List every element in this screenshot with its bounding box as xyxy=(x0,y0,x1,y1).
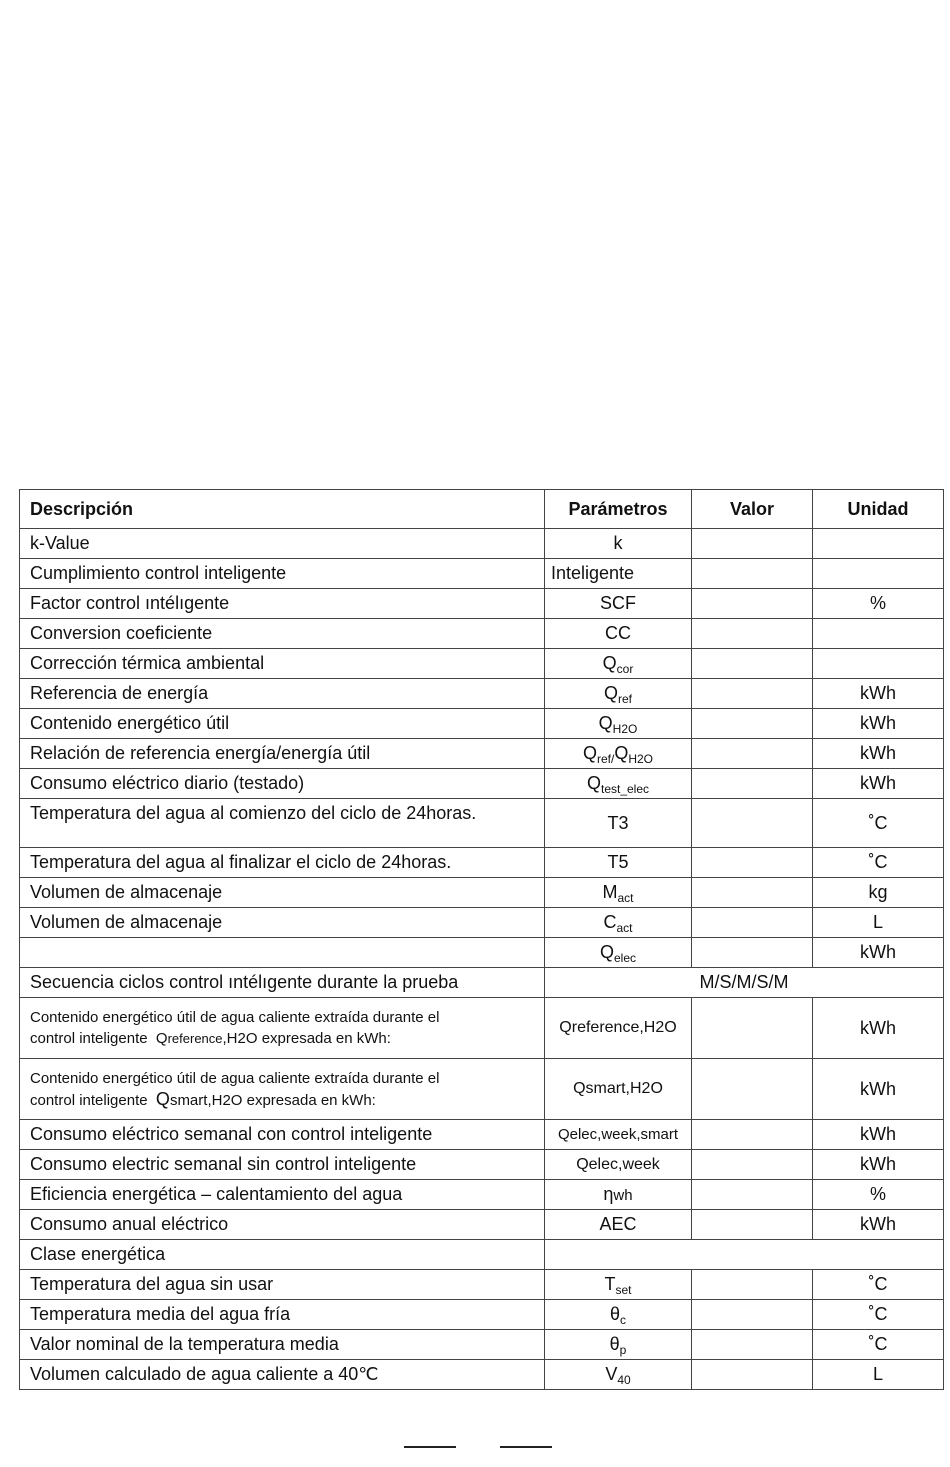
row-description: Volumen calculado de agua caliente a 40℃ xyxy=(20,1360,545,1390)
row-description: Consumo eléctrico semanal con control inteligente xyxy=(20,1120,545,1150)
row-description: Temperatura del agua al finalizar el ciclo de 24horas. xyxy=(20,848,545,878)
row-unit: kWh xyxy=(813,769,944,799)
param-symbol: θ xyxy=(609,1334,620,1354)
row-unit xyxy=(813,559,944,589)
footer-line-right xyxy=(500,1446,552,1448)
row-parameter: Qelec,week,smart xyxy=(545,1120,692,1150)
row-description: Corrección térmica ambiental xyxy=(20,649,545,679)
row-value-cell xyxy=(692,1270,813,1300)
row-description: Temperatura del agua al comienzo del ciclo de 24horas. xyxy=(20,799,545,848)
row-description: Clase energética xyxy=(20,1240,545,1270)
row-value-cell xyxy=(692,649,813,679)
row-parameter: Qreference,H2O xyxy=(545,998,692,1059)
param-subscript: elec xyxy=(614,951,637,965)
row-description xyxy=(20,938,545,968)
row-merged-empty xyxy=(545,1240,944,1270)
table-row xyxy=(20,769,944,799)
param-subscript: ref xyxy=(618,692,633,706)
table-row xyxy=(20,1240,944,1270)
row-description: Cumplimiento control inteligente xyxy=(20,559,545,589)
desc-symbol-sub: smart xyxy=(169,1091,208,1109)
row-parameter xyxy=(545,709,692,739)
row-parameter: k xyxy=(545,529,692,559)
param-subscript: H2O xyxy=(612,722,638,736)
row-value-cell xyxy=(692,1120,813,1150)
header-descripcion: Descripción xyxy=(20,490,545,529)
param-symbol: Q xyxy=(598,713,613,733)
row-parameter xyxy=(545,878,692,908)
row-description: Conversion coeficiente xyxy=(20,619,545,649)
param-symbol: M xyxy=(602,882,618,902)
row-description xyxy=(20,998,545,1059)
table-row xyxy=(20,878,944,908)
header-valor: Valor xyxy=(692,490,813,529)
row-unit: kg xyxy=(813,878,944,908)
desc-line-1: Contenido energético útil de agua caliente extraída durante el xyxy=(30,1009,440,1026)
param-symbol: Q xyxy=(602,653,617,673)
row-unit: kWh xyxy=(813,709,944,739)
row-description: Contenido energético útil xyxy=(20,709,545,739)
row-unit xyxy=(813,529,944,559)
table-row xyxy=(20,908,944,938)
row-description: Volumen de almacenaje xyxy=(20,908,545,938)
param-subscript: set xyxy=(615,1283,632,1297)
desc-line-2: control inteligente xyxy=(30,1091,148,1109)
param-subscript: 40 xyxy=(617,1373,631,1387)
row-value-cell xyxy=(692,589,813,619)
row-unit: L xyxy=(813,1360,944,1390)
table-row xyxy=(20,739,944,769)
row-value-cell xyxy=(692,1330,813,1360)
row-unit: kWh xyxy=(813,938,944,968)
row-description: k-Value xyxy=(20,529,545,559)
row-parameter xyxy=(545,1180,692,1210)
row-parameter xyxy=(545,649,692,679)
row-value-cell xyxy=(692,769,813,799)
row-description: Valor nominal de la temperatura media xyxy=(20,1330,545,1360)
row-value-cell xyxy=(692,998,813,1059)
row-value-cell xyxy=(692,709,813,739)
row-value-cell xyxy=(692,848,813,878)
row-value-cell xyxy=(692,799,813,848)
table-row xyxy=(20,649,944,679)
row-unit: ˚C xyxy=(813,1330,944,1360)
row-parameter: T5 xyxy=(545,848,692,878)
row-parameter xyxy=(545,1330,692,1360)
row-description: Eficiencia energética – calentamiento del agua xyxy=(20,1180,545,1210)
param-subscript: test_elec xyxy=(600,782,650,796)
header-unidad: Unidad xyxy=(813,490,944,529)
row-parameter xyxy=(545,769,692,799)
row-unit: L xyxy=(813,908,944,938)
row-parameter: Qelec,week xyxy=(545,1150,692,1180)
row-parameter: AEC xyxy=(545,1210,692,1240)
table-row xyxy=(20,1270,944,1300)
row-unit: kWh xyxy=(813,1120,944,1150)
param-subscript: wh xyxy=(613,1187,633,1204)
param-symbol: Q xyxy=(582,743,597,763)
table-row xyxy=(20,1059,944,1120)
row-description: Temperatura del agua sin usar xyxy=(20,1270,545,1300)
row-value-cell xyxy=(692,1180,813,1210)
row-parameter xyxy=(545,908,692,938)
param-subscript: act xyxy=(616,921,633,935)
desc-line-2-end: ,H2O expresada en kWh: xyxy=(222,1030,391,1047)
row-description: Factor control ıntélıgente xyxy=(20,589,545,619)
footer-line-left xyxy=(404,1446,456,1448)
table-row xyxy=(20,799,944,848)
row-parameter xyxy=(545,938,692,968)
row-description: Consumo electric semanal sin control inteligente xyxy=(20,1150,545,1180)
row-value-cell xyxy=(692,938,813,968)
row-parameter: Inteligente xyxy=(545,559,692,589)
table-row xyxy=(20,1150,944,1180)
table-row xyxy=(20,709,944,739)
table-row xyxy=(20,589,944,619)
table-row xyxy=(20,968,944,998)
table-header-row xyxy=(20,490,944,529)
row-value-cell xyxy=(692,1360,813,1390)
param-symbol: Q xyxy=(603,683,618,703)
table-row xyxy=(20,1300,944,1330)
param-subscript: c xyxy=(620,1313,626,1327)
row-unit: kWh xyxy=(813,998,944,1059)
param-subscript: p xyxy=(619,1343,627,1357)
row-description: Consumo anual eléctrico xyxy=(20,1210,545,1240)
row-parameter: SCF xyxy=(545,589,692,619)
table-row xyxy=(20,679,944,709)
desc-symbol: Q xyxy=(155,1088,170,1109)
table-row xyxy=(20,559,944,589)
table-row xyxy=(20,1180,944,1210)
row-value-cell xyxy=(692,1059,813,1120)
specification-table xyxy=(19,489,944,1390)
param-symbol: θ xyxy=(609,1304,620,1324)
row-unit: % xyxy=(813,589,944,619)
row-value-cell xyxy=(692,878,813,908)
param-subscript: ref/ xyxy=(596,752,615,766)
param-symbol: T xyxy=(604,1274,616,1294)
row-parameter xyxy=(545,1360,692,1390)
desc-line-2: control inteligente xyxy=(30,1030,148,1047)
row-value-cell xyxy=(692,619,813,649)
row-description: Consumo eléctrico diario (testado) xyxy=(20,769,545,799)
row-unit: ˚C xyxy=(813,1270,944,1300)
table-row xyxy=(20,938,944,968)
table-row xyxy=(20,619,944,649)
row-description: Volumen de almacenaje xyxy=(20,878,545,908)
row-value-cell xyxy=(692,529,813,559)
row-description: Relación de referencia energía/energía útil xyxy=(20,739,545,769)
row-description: Referencia de energía xyxy=(20,679,545,709)
row-parameter: CC xyxy=(545,619,692,649)
row-unit: % xyxy=(813,1180,944,1210)
row-parameter xyxy=(545,739,692,769)
desc-line-1: Contenido energético útil de agua caliente extraída durante el xyxy=(30,1069,440,1087)
row-value-cell xyxy=(692,679,813,709)
row-parameter xyxy=(545,1300,692,1330)
row-value-cell xyxy=(692,908,813,938)
table-row xyxy=(20,1120,944,1150)
row-description: Temperatura media del agua fría xyxy=(20,1300,545,1330)
param-subscript: act xyxy=(617,891,634,905)
row-description xyxy=(20,1059,545,1120)
row-value-cell xyxy=(692,1300,813,1330)
row-value-cell xyxy=(692,1210,813,1240)
row-value-cell xyxy=(692,1150,813,1180)
param-symbol: C xyxy=(603,912,617,932)
param-symbol: V xyxy=(605,1364,618,1384)
row-description: Secuencia ciclos control ıntélıgente durante la prueba xyxy=(20,968,545,998)
row-merged-value: M/S/M/S/M xyxy=(545,968,944,998)
row-value-cell xyxy=(692,559,813,589)
table-row xyxy=(20,1210,944,1240)
table-row xyxy=(20,1330,944,1360)
row-unit: kWh xyxy=(813,739,944,769)
table-row xyxy=(20,998,944,1059)
row-parameter: Qsmart,H2O xyxy=(545,1059,692,1120)
row-unit: kWh xyxy=(813,1059,944,1120)
row-parameter xyxy=(545,679,692,709)
desc-symbol: Q xyxy=(155,1030,168,1047)
row-unit: ˚C xyxy=(813,1300,944,1330)
param-symbol: Q xyxy=(586,773,601,793)
param-subscript: H2O xyxy=(628,752,654,766)
row-unit: kWh xyxy=(813,679,944,709)
param-symbol: η xyxy=(603,1184,614,1204)
param-subscript: cor xyxy=(616,662,634,676)
param-symbol: Q xyxy=(614,743,629,763)
table-row xyxy=(20,1360,944,1390)
row-unit xyxy=(813,619,944,649)
desc-line-2-end: ,H2O expresada en kWh: xyxy=(207,1091,376,1109)
row-parameter xyxy=(545,1270,692,1300)
row-unit xyxy=(813,649,944,679)
desc-symbol-sub: reference xyxy=(167,1031,223,1046)
table-row xyxy=(20,529,944,559)
row-value-cell xyxy=(692,739,813,769)
row-parameter: T3 xyxy=(545,799,692,848)
row-unit: kWh xyxy=(813,1210,944,1240)
header-parametros: Parámetros xyxy=(545,490,692,529)
row-unit: kWh xyxy=(813,1150,944,1180)
param-symbol: Q xyxy=(599,942,614,962)
row-unit: ˚C xyxy=(813,799,944,848)
table-row xyxy=(20,848,944,878)
row-unit: ˚C xyxy=(813,848,944,878)
